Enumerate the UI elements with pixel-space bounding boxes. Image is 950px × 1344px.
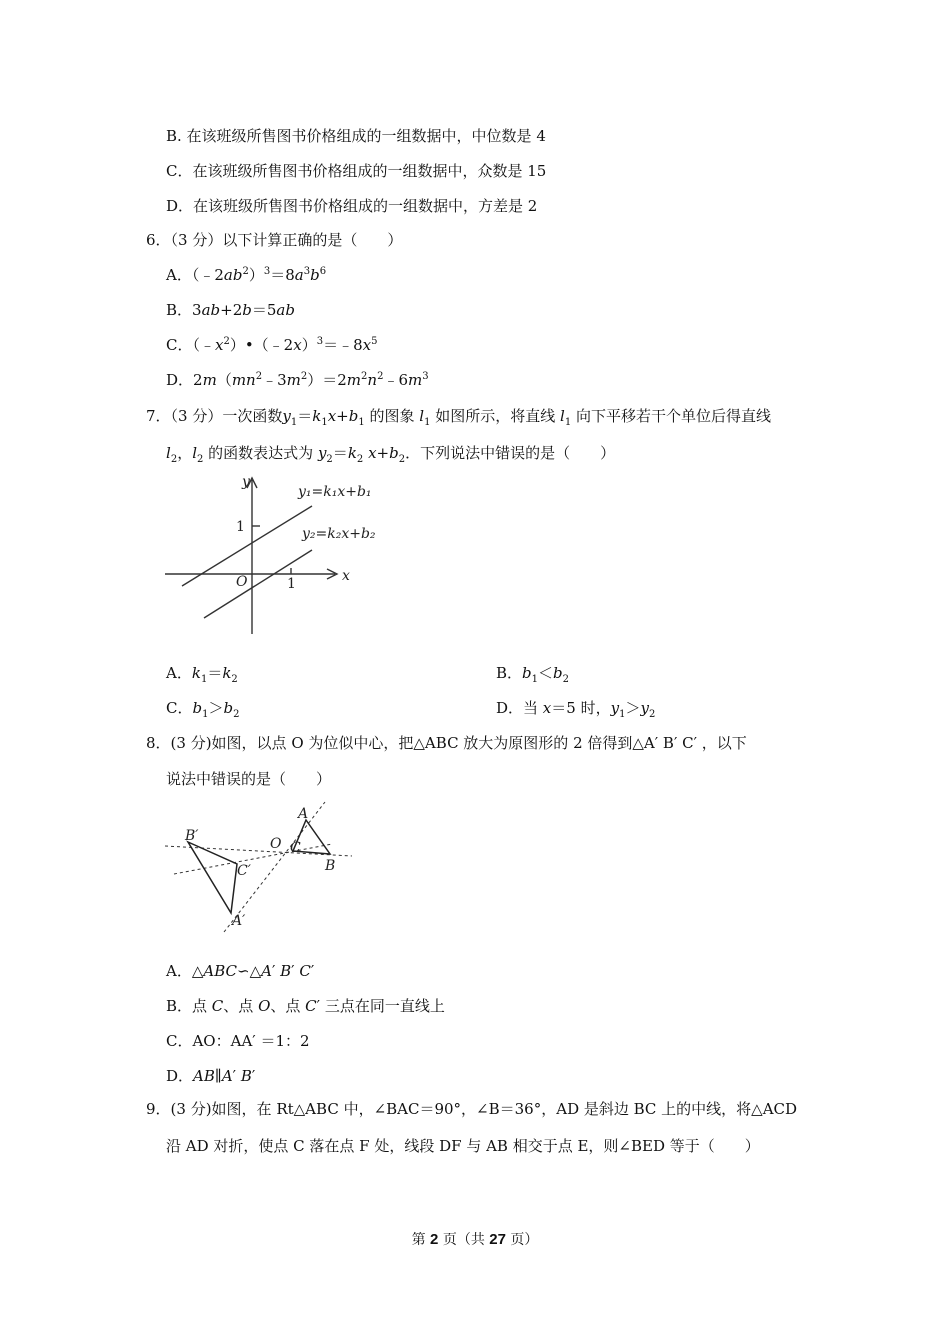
- page-total: 27: [489, 1231, 506, 1248]
- q7-option-d: D．当 x＝5 时，$y_1>y_2$: [496, 699, 656, 720]
- label-o: O: [270, 836, 282, 852]
- q8-stem-line2: 说法中错误的是（ ）: [166, 770, 332, 788]
- line1-label: y₁=k₁x+b₁: [298, 484, 372, 500]
- label-b-prime: B′: [185, 828, 199, 844]
- q9-stem-line2: 沿 AD 对折，使点 C 落在点 F 处，线段 DF 与 AB 相交于点 E，则∠BED 等于（ ）: [166, 1137, 760, 1155]
- q5-option-c: C．在该班级所售图书价格组成的一组数据中，众数是 15: [166, 162, 547, 180]
- x-axis-label: x: [342, 568, 350, 584]
- label-b: B: [325, 858, 336, 874]
- q6-option-a: A．$(﹣2ab^2)^3=8a^3b^6$: [166, 266, 327, 284]
- q8-figure: [160, 798, 360, 934]
- label-a-prime: A′: [232, 913, 246, 929]
- q7-option-a: A．$k_1=k_2$: [166, 664, 238, 685]
- q8-option-d: D．AB∥A′ B′: [166, 1067, 256, 1085]
- q6-option-b: B．3ab+2b＝5ab: [166, 301, 295, 319]
- q7-stem-line1: 7．（3 分）一次函数$y_1=k_1x+b_1$ 的图象 $l_1$ 如图所示，将直线 $l_1$ 向下平移若干个单位后得直线: [146, 407, 771, 428]
- q6-option-d: D．$2m(mn^2﹣3m^2)=2m^2n^2﹣6m^3$: [166, 371, 429, 389]
- q7-stem-line2: $l_2$，$l_2$ 的函数表达式为 $y_2=k_2$ $x+b_2$．下列说法中错误的是（ ）: [166, 444, 616, 465]
- x-tick-label: 1: [287, 576, 296, 592]
- page-footer: 第 2 页（共 27 页）: [411, 1231, 539, 1248]
- q8-option-b: B．点 C、点 O、点 C′ 三点在同一直线上: [166, 997, 445, 1015]
- q5-option-d: D．在该班级所售图书价格组成的一组数据中，方差是 2: [166, 197, 538, 215]
- q7-graph: [160, 472, 395, 640]
- q8-stem-line1: 8．(3 分)如图，以点 O 为位似中心，把△ABC 放大为原图形的 2 倍得到△A′ B′ C′ ，以下: [146, 734, 747, 752]
- line2-label: y₂=k₂x+b₂: [302, 526, 376, 542]
- q7-option-b: B．$b_1<b_2$: [496, 664, 570, 685]
- q8-option-c: C．AO：AA′ ＝1：2: [166, 1032, 310, 1050]
- label-c-prime: C′: [237, 863, 251, 879]
- q8-option-a: A．△ABC∽△A′ B′ C′: [166, 962, 315, 980]
- label-a: A: [298, 806, 309, 822]
- y-tick-label: 1: [236, 519, 245, 535]
- label-c: C: [290, 840, 301, 856]
- q7-option-c: C．$b_1>b_2$: [166, 699, 240, 720]
- y-axis-label: y: [242, 474, 250, 490]
- q6-stem: 6．（3 分）以下计算正确的是（ ）: [146, 231, 403, 249]
- page-number: 2: [430, 1231, 439, 1248]
- origin-label: O: [236, 574, 248, 590]
- q6-option-c: C．$(﹣x^2)•(﹣2x)^3=﹣8x^5$: [166, 336, 378, 354]
- q9-stem-line1: 9．(3 分)如图，在 Rt△ABC 中，∠BAC＝90°，∠B＝36°，AD 是斜边 BC 上的中线，将△ACD: [146, 1100, 798, 1118]
- triangle-enlarged: [188, 842, 237, 913]
- q5-option-b: B. 在该班级所售图书价格组成的一组数据中，中位数是 4: [166, 127, 546, 145]
